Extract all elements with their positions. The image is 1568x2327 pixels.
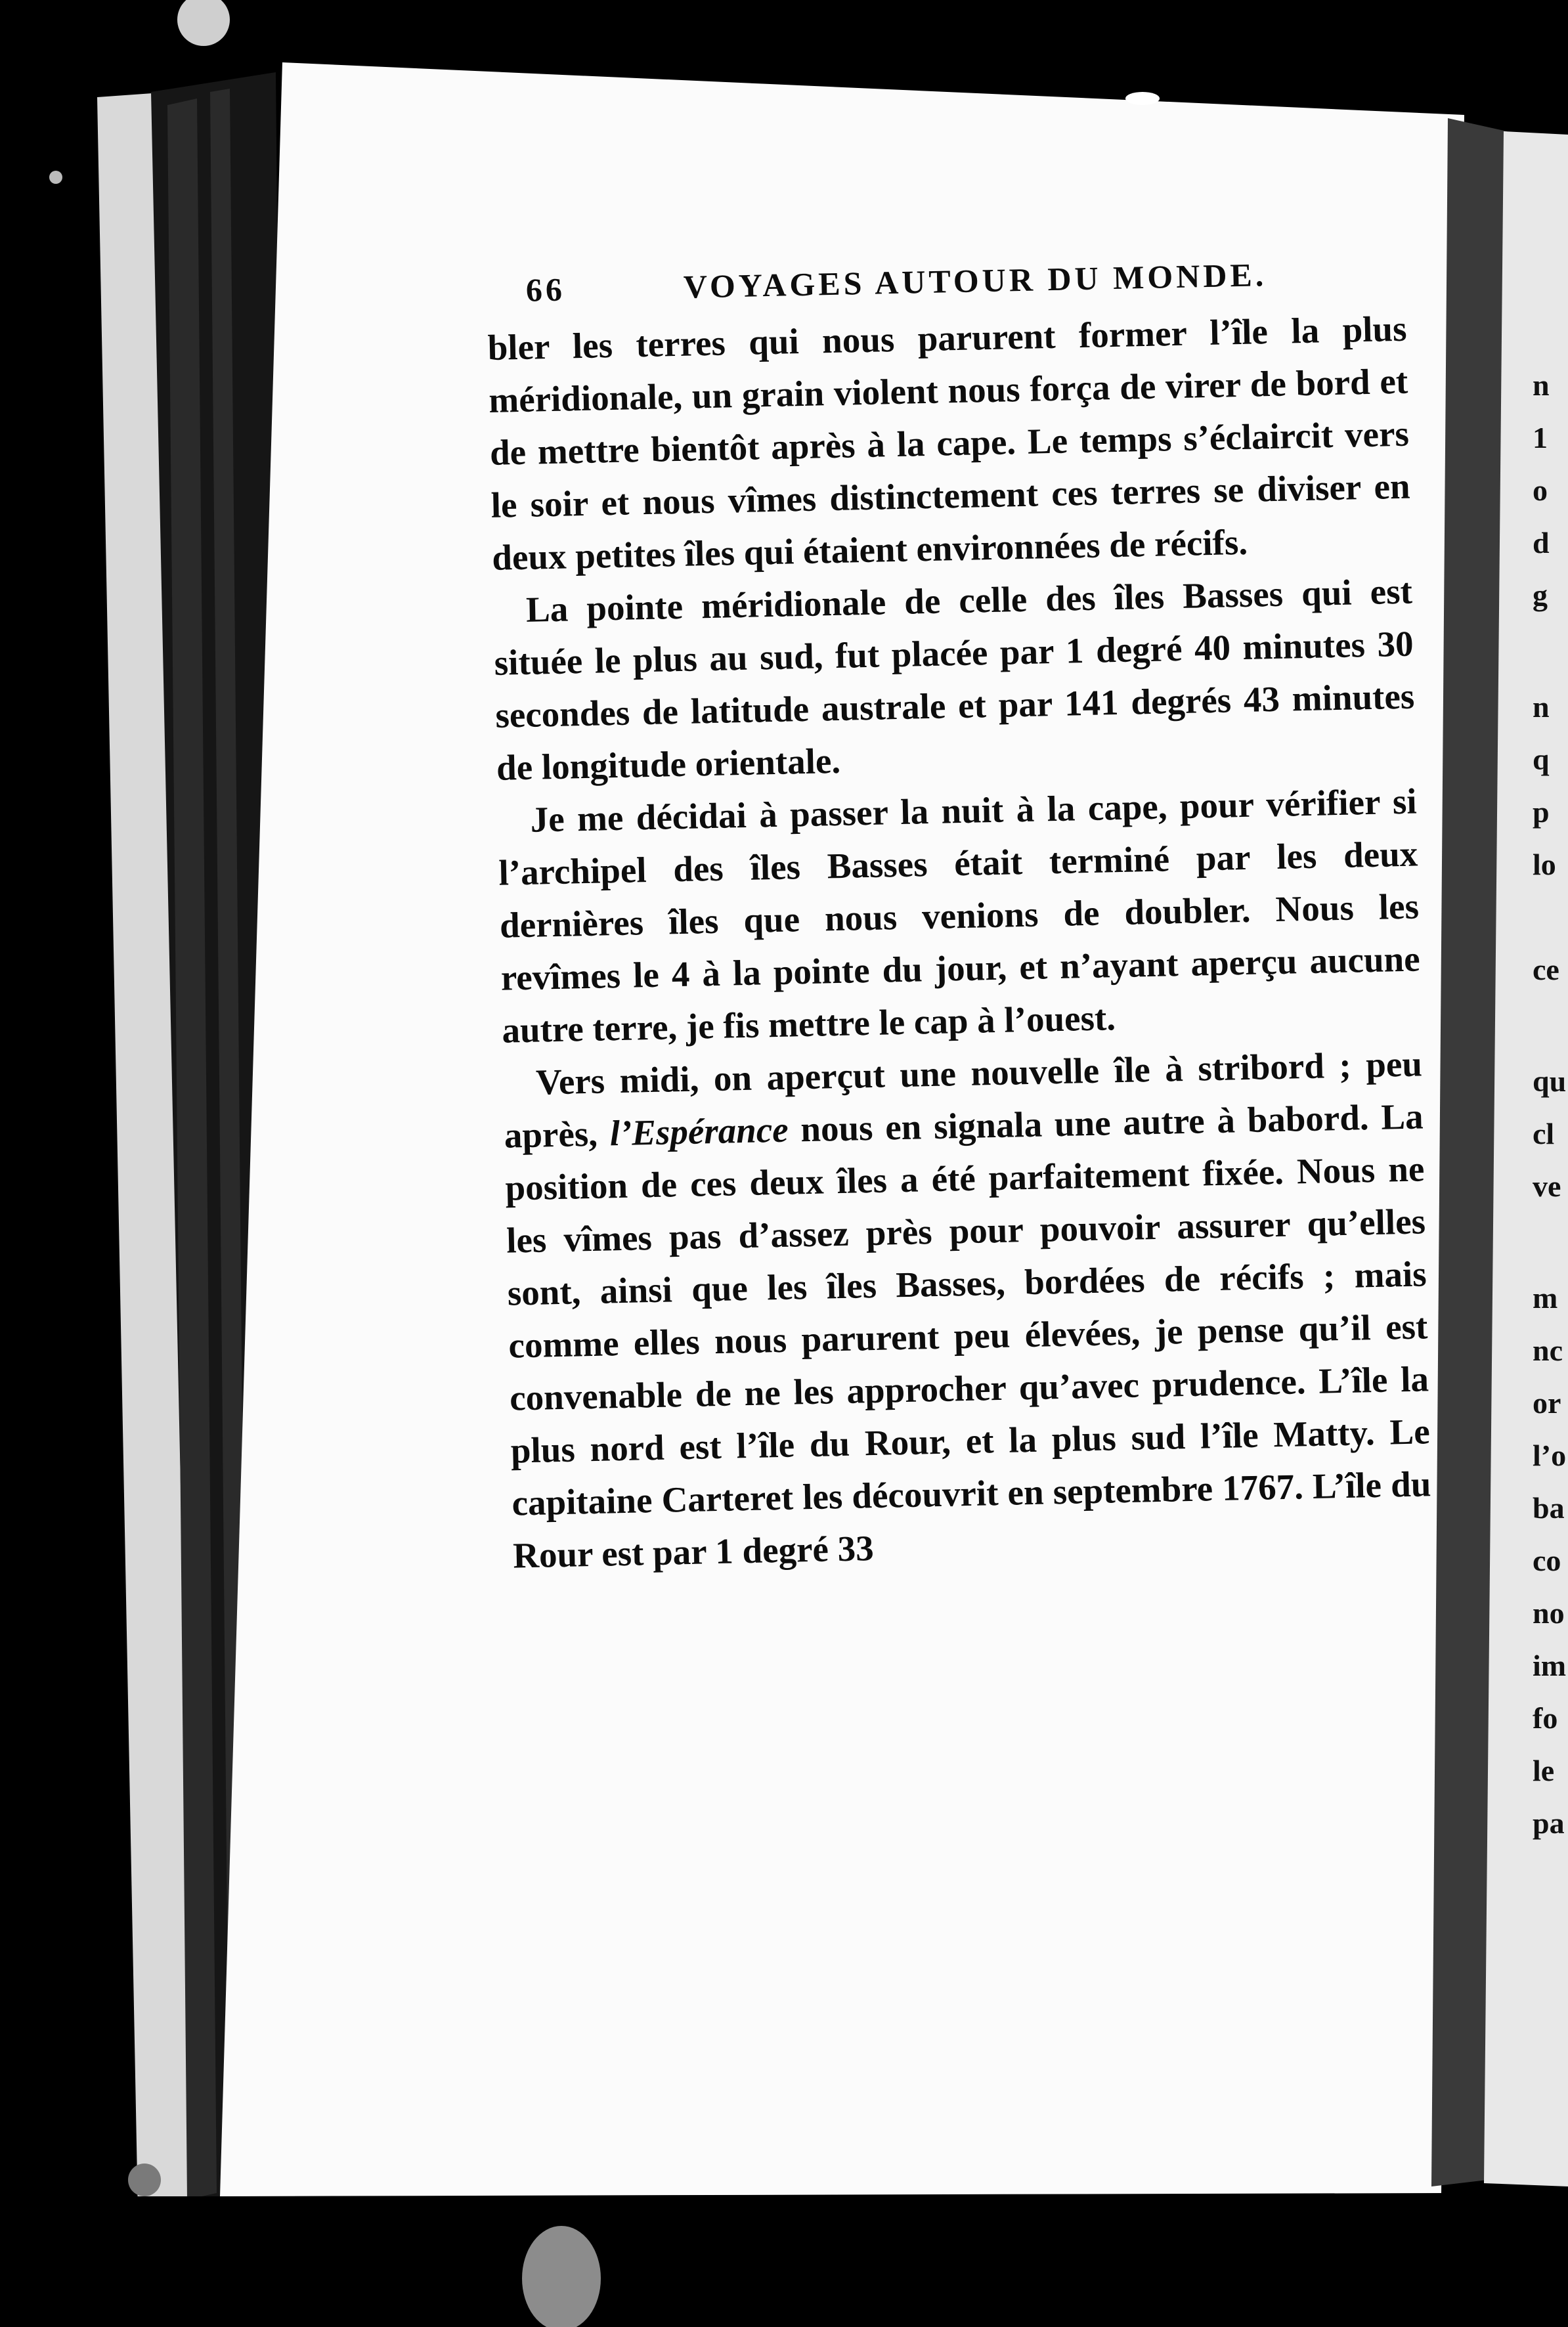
page-text	[486, 244, 1433, 1582]
opposite-page-fragment: co	[1533, 1544, 1561, 1577]
opposite-page-fragment: l’o	[1533, 1439, 1567, 1472]
opposite-page-fragment: ce	[1533, 953, 1559, 986]
paragraph-2	[492, 565, 1416, 794]
paragraph-text: Vers midi, on aperçut une nouvelle île à stribord ; peu après,	[504, 1043, 1423, 1156]
opposite-page-fragment: ba	[1533, 1491, 1565, 1525]
ship-name-italic: l’Espérance	[609, 1109, 789, 1154]
paragraph-text: La pointe méridionale de celle des îles Basses qui est située le plus au sud, fut placée par 1 degré 40 minutes 30 secondes de latitude australe et par 141 degrés 43 minutes de longitude orientale.	[494, 571, 1415, 788]
opposite-page-fragment: d	[1533, 526, 1550, 559]
opposite-page-fragment: im	[1533, 1649, 1567, 1682]
page-number: 66	[525, 271, 566, 309]
running-title: VOYAGES AUTOUR DU MONDE.	[683, 256, 1267, 305]
paragraph-4	[502, 1037, 1432, 1582]
opposite-page-fragment: p	[1533, 795, 1550, 829]
opposite-page-fragment: 1	[1533, 421, 1548, 454]
paragraph-1	[487, 303, 1412, 584]
opposite-page-fragment: no	[1533, 1596, 1565, 1630]
opposite-page-fragment: lo	[1533, 848, 1556, 881]
opposite-page-fragment: or	[1533, 1386, 1561, 1420]
opposite-page-fragment: fo	[1533, 1701, 1558, 1735]
opposite-page-fragment: g	[1533, 578, 1548, 612]
opposite-page-fragment: n	[1533, 368, 1550, 402]
opposite-page-fragment: cl	[1533, 1117, 1555, 1150]
opposite-page-fragment: n	[1533, 690, 1550, 724]
paragraph-text: bler les terres qui nous parurent former l’île la plus méridionale, un grain violent nous força de virer de bord et de mettre bientôt après à la cape. Le temps s’éclaircit vers le soir et nous vîmes distinctement ces terres se diviser en deux petites îles qui étaient environnées de récifs.	[487, 308, 1411, 578]
paragraph-text: nous en signala une autre à babord. La position de ces deux îles a été parfaitement fixée. Nous ne les vîmes pas d’assez près pour pouvoir assurer qu’elles sont, ainsi que les îles Basses, bordées de récifs ; mais comme elles nous parurent peu élevées, je pense qu’il est convenable de ne les approcher qu’avec prudence. L’île la plus nord est l’île du Rour, et la plus sud l’île Matty. Le capitaine Carteret les découvrit en septembre 1767. L’île du Rour est par 1 degré 33	[504, 1096, 1431, 1576]
opposite-page-fragment: m	[1533, 1281, 1558, 1315]
opposite-page-fragment: q	[1533, 743, 1550, 776]
paragraph-text: Je me décidai à passer la nuit à la cape, pour vérifier si l’archipel des îles Basses était terminé par les deux dernières îles que nous venions de doubler. Nous les revîmes le 4 à la pointe du jour, et n’ayant aperçu aucune autre terre, je fis mettre le cap à l’ouest.	[498, 781, 1421, 1051]
opposite-page-fragment: le	[1533, 1754, 1555, 1787]
opposite-page-fragment: ve	[1533, 1169, 1561, 1203]
opposite-page-fragment: pa	[1533, 1806, 1565, 1840]
opposite-page-fragment: o	[1533, 473, 1548, 507]
opposite-page-fragment: nc	[1533, 1334, 1563, 1367]
paragraph-3	[497, 775, 1422, 1057]
opposite-page-fragment: qu	[1533, 1064, 1567, 1098]
